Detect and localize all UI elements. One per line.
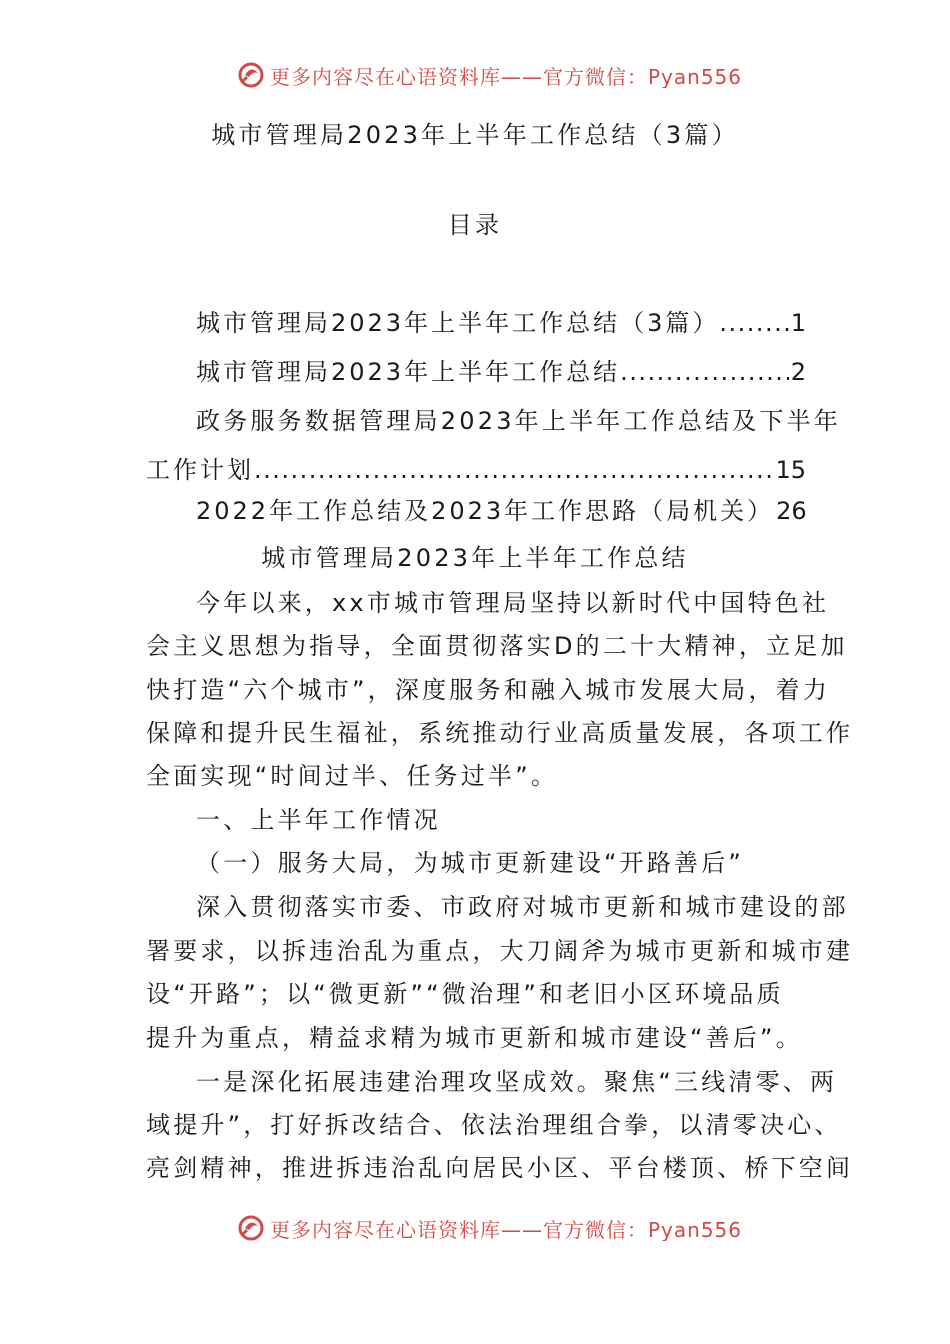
watermark-bottom	[0, 1205, 950, 1241]
body-line: 深入贯彻落实市委、市政府对城市更新和城市建设的部	[196, 893, 849, 921]
toc-leader-dots	[719, 308, 788, 338]
toc-entry-title: 2022年工作总结及2023年工作思路（局机关）	[196, 497, 775, 525]
body-line: 今年以来，xx市城市管理局坚持以新时代中国特色社	[196, 589, 830, 617]
toc-entry-title: 城市管理局2023年上半年工作总结	[196, 358, 621, 386]
heading-level2: （一）服务大局，为城市更新建设“开路善后”	[196, 849, 745, 877]
section-title: 城市管理局2023年上半年工作总结	[261, 544, 689, 572]
watermark-logo-icon	[236, 60, 266, 88]
toc-entry-title-line1[interactable]: 政务服务数据管理局2023年上半年工作总结及下半年	[196, 407, 842, 435]
watermark-text: 更多内容尽在心语资料库——官方微信：Pyan556	[270, 64, 743, 88]
toc-entry[interactable]	[196, 308, 806, 338]
body-line: 保障和提升民生福祉，系统推动行业高质量发展，各项工作	[146, 719, 854, 747]
toc-entry-page: 26	[776, 497, 807, 525]
toc-entry[interactable]	[146, 455, 806, 485]
toc-entry-title-line2: 工作计划	[146, 456, 254, 484]
body-line: 一是深化拓展违建治理攻坚成效。聚焦“三线清零、两	[196, 1068, 838, 1096]
toc-leader-dots	[254, 455, 773, 485]
document-title: 城市管理局2023年上半年工作总结（3篇）	[211, 121, 739, 149]
toc-entry-page: 15	[775, 456, 806, 484]
body-line: 域提升”，打好拆改结合、依法治理组合拳，以清零决心、	[146, 1111, 842, 1139]
body-line: 设“开路”；以“微更新”“微治理”和老旧小区环境品质	[146, 980, 784, 1008]
heading-level1: 一、上半年工作情况	[196, 806, 441, 834]
body-line: 提升为重点，精益求精为城市更新和城市建设“善后”。	[146, 1024, 803, 1052]
toc-entry[interactable]	[196, 496, 807, 526]
watermark-top	[0, 52, 950, 88]
toc-entry-page: 1	[790, 309, 806, 337]
body-line: 快打造“六个城市”，深度服务和融入城市发展大局，着力	[146, 676, 831, 704]
toc-heading: 目录	[447, 211, 503, 239]
toc-entry-title: 城市管理局2023年上半年工作总结（3篇）	[196, 309, 720, 337]
body-line: 全面实现“时间过半、任务过半”。	[146, 762, 559, 790]
toc-entry-page: 2	[790, 358, 806, 386]
body-line: 亮剑精神，推进拆违治乱向居民小区、平台楼顶、桥下空间	[146, 1154, 854, 1182]
body-line: 署要求，以拆违治乱为重点，大刀阔斧为城市更新和城市建	[146, 937, 854, 965]
body-line: 会主义思想为指导，全面贯彻落实D的二十大精神，立足加	[146, 632, 848, 660]
toc-entry[interactable]	[196, 357, 806, 387]
watermark-logo-icon	[236, 1213, 266, 1241]
toc-leader-dots	[620, 357, 789, 387]
watermark-text: 更多内容尽在心语资料库——官方微信：Pyan556	[270, 1217, 743, 1241]
